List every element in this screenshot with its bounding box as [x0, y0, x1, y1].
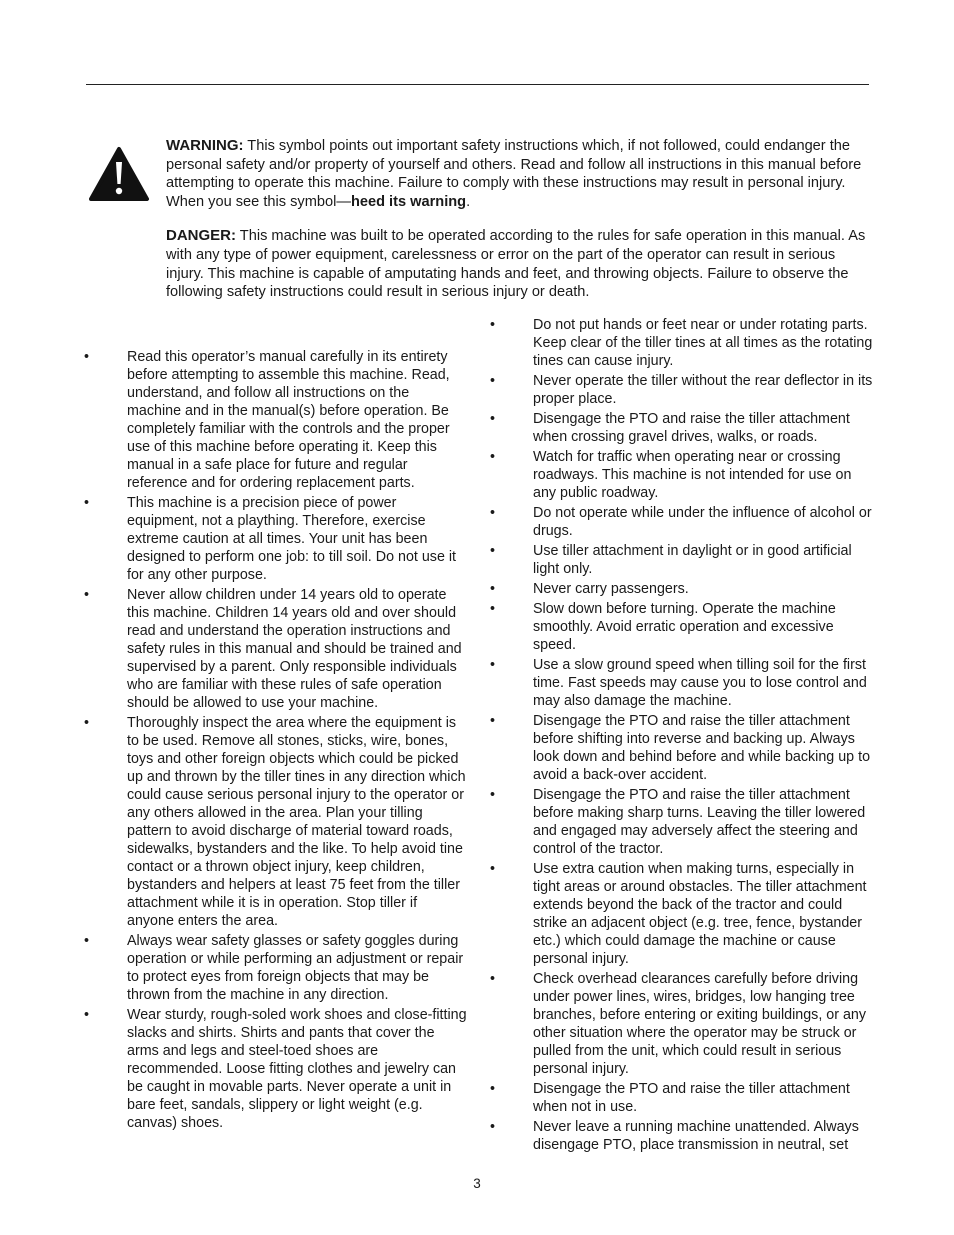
list-item-text: Use tiller attachment in daylight or in good artificial light only.: [533, 543, 852, 577]
bullet: •: [490, 317, 496, 333]
bullet: •: [490, 373, 496, 389]
list-item-text: Read this operator’s manual carefully in its entirety before attempting to assemble this machine. Read, understand, and follow all instructions on the machine and in the manual(s) before operation. Be completely familiar with the controls and the proper use of this machine before operating it. Keep this manual in a safe place for future and regular reference and for ordering replacement parts.: [127, 349, 450, 491]
list-item-text: This machine is a precision piece of power equipment, not a plaything. Therefore, exercise extreme caution at all times. Your unit has been designed to perform one job: to till soil. Do not use it for any other purpose.: [127, 495, 457, 583]
bullet: •: [84, 349, 90, 365]
list-item: [490, 656, 873, 710]
list-item-text: Use extra caution when making turns, especially in tight areas or around obstacles. The tiller attachment extends beyond the back of the tractor and could strike an adjacent object (e.g. tree, fence, bystander etc.) which could damage the machine or cause personal injury.: [533, 861, 867, 967]
list-item: [490, 786, 873, 858]
list-item-text: Disengage the PTO and raise the tiller attachment when crossing gravel drives, walks, or roads.: [533, 411, 850, 445]
right-safety-list: [490, 316, 873, 1154]
bullet: •: [84, 1007, 90, 1023]
warning-emphasis: heed its warning: [350, 193, 467, 210]
right-column: [490, 316, 873, 1156]
list-item-text: Wear sturdy, rough-soled work shoes and close-fitting slacks and shirts. Shirts and pants that cover the arms and legs and steel-toed shoes are recommended. Loose fitting clothes and jewelry can be caught in movable parts. Never operate a unit in bare feet, sandals, slippery or light weight (e.g. canvas) shoes.: [127, 1007, 467, 1131]
list-item: [490, 316, 873, 370]
list-item: [84, 494, 467, 584]
list-item-text: Thoroughly inspect the area where the equipment is to be used. Remove all stones, sticks, wire, bones, toys and other foreign objects which could be picked up and thrown by the tiller tines in any direction which could cause serious personal injury to the operator or any others allowed in the area. Plan your tilling pattern to avoid discharge of material toward roads, sidewalks, bystanders and the like. To help avoid tine contact or a thrown object injury, keep children, bystanders and helpers at least 75 feet from the tiller attachment while it is in operation. Stop tiller if anyone enters the area.: [127, 715, 466, 929]
left-safety-list: [84, 348, 467, 1132]
list-item-text: Never leave a running machine unattended. Always disengage PTO, place transmission in neutral, set: [533, 1119, 859, 1153]
list-item: [490, 372, 873, 408]
safety-intro: [166, 137, 871, 318]
list-item-text: Slow down before turning. Operate the machine smoothly. Avoid erratic operation and excessive speed.: [533, 601, 836, 653]
bullet: •: [84, 587, 90, 603]
bullet: •: [490, 1081, 496, 1097]
list-item-text: Check overhead clearances carefully before driving under power lines, wires, bridges, low hanging tree branches, before entering or exiting buildings, or any other situation where the operator may be struck or pulled from the unit, which could result in serious personal injury.: [533, 971, 867, 1077]
bullet: •: [490, 657, 496, 673]
bullet: •: [490, 1119, 496, 1135]
left-column: [84, 348, 467, 1134]
danger-lead: DANGER:: [166, 227, 236, 245]
list-item: [490, 448, 873, 502]
bullet: •: [490, 601, 496, 617]
warning-triangle-icon: [88, 146, 150, 202]
warning-tail: .: [466, 193, 471, 210]
list-item-text: Disengage the PTO and raise the tiller attachment before making sharp turns. Leaving the tiller lowered and engaged may adversely affect the steering and control of the tractor.: [533, 787, 866, 857]
bullet: •: [84, 933, 90, 949]
bullet: •: [490, 411, 496, 427]
bullet: •: [84, 715, 90, 731]
bullet: •: [84, 495, 90, 511]
list-item-text: Never operate the tiller without the rear deflector in its proper place.: [533, 373, 873, 407]
page-number: 3: [473, 1176, 481, 1191]
list-item: [84, 586, 467, 712]
bullet: •: [490, 713, 496, 729]
list-item-text: Use a slow ground speed when tilling soil for the first time. Fast speeds may cause you to lose control and may also damage the machine.: [533, 657, 867, 709]
list-item: [490, 970, 873, 1078]
danger-paragraph: [166, 227, 871, 301]
list-item: [490, 542, 873, 578]
list-item: [84, 714, 467, 930]
list-item-text: Disengage the PTO and raise the tiller attachment before shifting into reverse and backing up. Always look down and behind before and while backing up to avoid a back-over accident.: [533, 713, 871, 783]
list-item-text: Do not put hands or feet near or under rotating parts. Keep clear of the tiller tines at all times as the rotating tines can cause injury.: [533, 317, 873, 369]
list-item: [490, 1118, 873, 1154]
list-item: [490, 580, 873, 598]
bullet: •: [490, 787, 496, 803]
list-item: [490, 712, 873, 784]
warning-text: This symbol points out important safety instructions which, if not followed, could endanger the personal safety and/or property of yourself and others. Read and follow all instructions in this manual before attempting to operate this machine. Failure to comply with these instructions may result in personal injury. When you see this symbol—: [166, 138, 862, 210]
list-item-text: Do not operate while under the influence of alcohol or drugs.: [533, 505, 872, 539]
list-item-text: Disengage the PTO and raise the tiller attachment when not in use.: [533, 1081, 850, 1115]
bullet: •: [490, 581, 496, 597]
list-item: [84, 932, 467, 1004]
list-item: [490, 860, 873, 968]
list-item: [84, 1006, 467, 1132]
bullet: •: [490, 505, 496, 521]
list-item: [490, 600, 873, 654]
list-item: [490, 1080, 873, 1116]
bullet: •: [490, 449, 496, 465]
warning-lead: WARNING:: [166, 137, 244, 154]
list-item: [84, 348, 467, 492]
list-item-text: Watch for traffic when operating near or crossing roadways. This machine is not intended for use on any public roadway.: [533, 449, 852, 501]
list-item-text: Always wear safety glasses or safety goggles during operation or while performing an adjustment or repair to protect eyes from foreign objects that may be thrown from the machine in any direction.: [127, 933, 464, 1003]
danger-text: This machine was built to be operated according to the rules for safe operation in this manual. As with any type of power equipment, carelessness or error on the part of the operator can result in serious injury. This machine is capable of amputating hands and feet, and throwing objects. Failure to observe the following safety instructions could result in serious injury or death.: [166, 228, 866, 301]
list-item: [490, 410, 873, 446]
bullet: •: [490, 971, 496, 987]
header-rule: [86, 84, 869, 85]
bullet: •: [490, 543, 496, 559]
list-item-text: Never carry passengers.: [533, 581, 689, 597]
list-item: [490, 504, 873, 540]
bullet: •: [490, 861, 496, 877]
list-item-text: Never allow children under 14 years old to operate this machine. Children 14 years old and over should read and understand the operation instructions and safety rules in this manual and should be trained and supervised by a parent. Only responsible individuals who are familiar with these rules of safe operation should be allowed to use your machine.: [127, 587, 462, 711]
warning-paragraph: [166, 137, 871, 211]
